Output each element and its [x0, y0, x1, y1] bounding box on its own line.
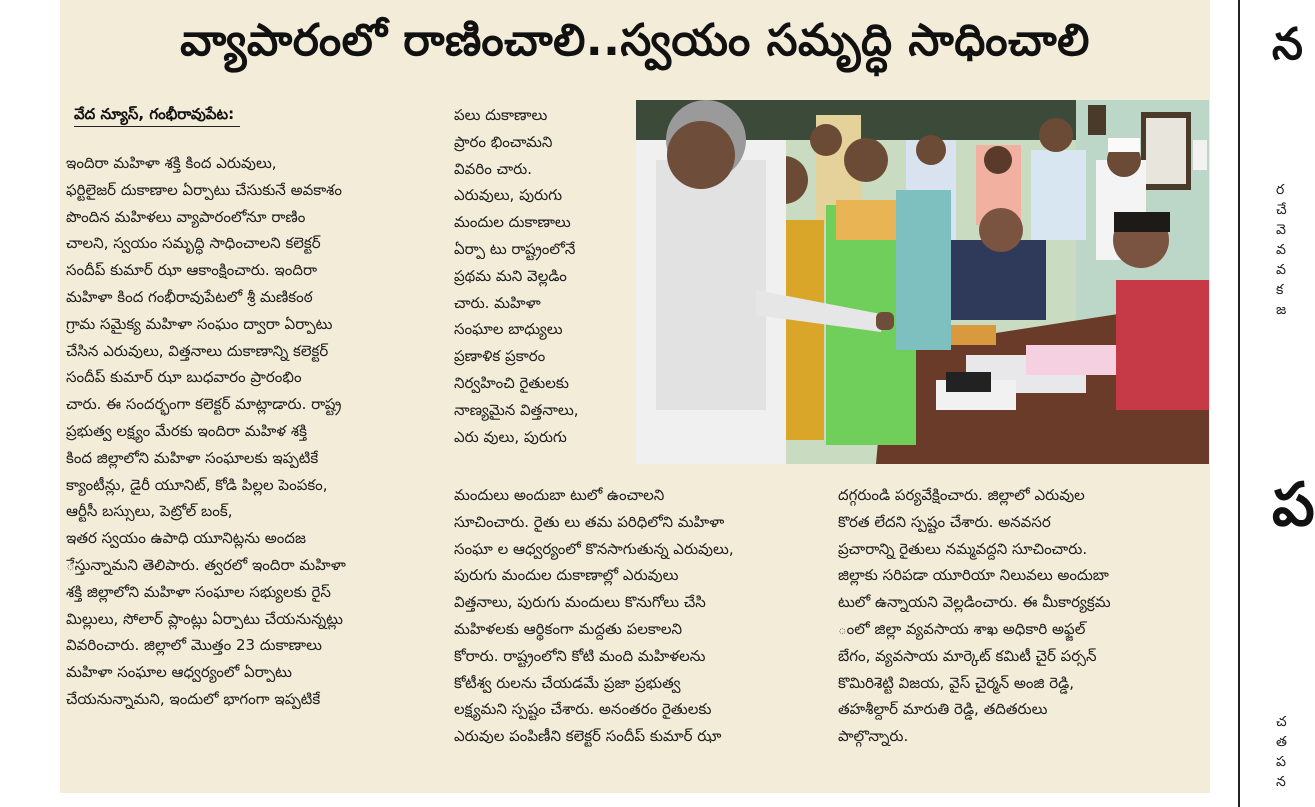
article-column-1: ఇందిరా మహిళా శక్తి కింద ఎరువులు, ఫర్టిలైజర్ దుకాణాల ఏర్పాటు చేసుకునే అవకాశం పొందిన మహిళలు వ్యాపారంలోనూ రాణిం చాలని, స్వయం సమృద్ధి సాధించాలని కలెక్టర్ సందీప్ కుమార్ ఝా ఆకాంక్షించారు. ఇందిరా మహిళా కింద గంభీరావుపేటలో శ్రీ మణికంఠ గ్రామ సమైక్య మహిళా సంఘం ద్వారా ఏర్పాటు చేసిన ఎరువులు, విత్తనాలు దుకాణాన్ని కలెక్టర్ సందీప్ కుమార్ ఝా బుధవారం ప్రారంభిం చారు. ఈ సందర్భంగా కలెక్టర్ మాట్లాడారు. రాష్ట్ర ప్రభుత్వ లక్ష్యం మేరకు ఇందిరా మహిళ శక్తి కింద జిల్లాలోని మహిళా సంఘాలకు ఇప్పటికే క్యాంటీన్లు, డైరీ యూనిట్, కోడి పిల్లల పెంపకం, ఆర్టీసీ బస్సులు, పెట్రోల్ బంక్, ఇతర స్వయం ఉపాధి యూనిట్లను అందజ ేస్తున్నామని తెలిపారు. త్వరలో ఇందిరా మహిళా శక్తి జిల్లాలోని మహిళా సంఘాల సభ్యులకు రైస్ మిల్లులు, సోలార్ ప్లాంట్లు ఏర్పాటు చేయనున్నట్లు వివరించారు. జిల్లాలో మొత్తం 23 దుకాణాలు మహిళా సంఘాల ఆధ్వర్యంలో ఏర్పాటు చేయనున్నామని, ఇందులో భాగంగా ఇప్పటికే	[66, 154, 346, 708]
article-panel	[60, 0, 1210, 793]
adjacent-article-strip	[1238, 0, 1315, 807]
article-headline: వ్యాపారంలో రాణించాలి..స్వయం సమృద్ధి సాధించాలి	[180, 15, 1090, 66]
adjacent-headline-fragment: న	[1272, 19, 1303, 70]
article-column-3: దగ్గరుండి పర్యవేక్షించారు. జిల్లాలో ఎరువుల కొరత లేదని స్పష్టం చేశారు. అనవసర ప్రచారాన్ని రైతులు నమ్మవద్దని సూచించారు. జిల్లాకు సరిపడా యూరియా నిలువలు అందుబా టులో ఉన్నాయని వెల్లడించారు. ఈ మీకార్యక్రమ ంలో జిల్లా వ్యవసాయ శాఖ అధికారి అఫ్జల్ బేగం, వ్యవసాయ మార్కెట్ కమిటీ చైర్ పర్సన్ కొమిరిశెట్టి విజయ, వైస్ చైర్మన్ అంజి రెడ్డి, తహశీల్దార్ మారుతి రెడ్డి, తదితరులు పాల్గొన్నారు.	[838, 486, 1111, 746]
adjacent-headline-fragment-2: ప	[1272, 470, 1315, 540]
adjacent-text-fragment-2: చ త ప న	[1276, 714, 1287, 790]
article-column-2-top: పలు దుకాణాలు ప్రారం భించామని వివరిం చారు. ఎరువులు, పురుగు మందుల దుకాణాలు ఏర్పా టు రాష్ట్రంలోనే ప్రథమ మని వెల్లడిం చారు. మహిళా సంఘాల బాధ్యులు ప్రణాళిక ప్రకారం నిర్వహించి రైతులకు నాణ్యమైన విత్తనాలు, ఎరు వులు, పురుగు	[454, 106, 579, 446]
article-column-2-bottom: మందులు అందుబా టులో ఉంచాలని సూచించారు. రైతు లు తమ పరిధిలోని మహిళా సంఘా ల ఆధ్వర్యంలో కొనసాగుతున్న ఎరువులు, పురుగు మందుల దుకాణాల్లో ఎరువులు విత్తనాలు, పురుగు మందులు కొనుగోలు చేసి మహిళలకు ఆర్థికంగా మద్దతు పలకాలని కోరారు. రాష్ట్రంలోని కోటి మంది మహిళలను కోటీశ్వ రులను చేయడమే ప్రజా ప్రభుత్వ లక్ష్యమని స్పష్టం చేశారు. అనంతరం రైతులకు ఎరువుల పంపిణీని కలెక్టర్ సందీప్ కుమార్ ఝా	[454, 486, 734, 746]
photo-illustration	[636, 100, 1209, 464]
adjacent-text-fragment-1: ర చే వె వ వ క జ	[1276, 182, 1287, 318]
article-photo	[636, 100, 1209, 464]
article-dateline: వేద న్యూస్, గంభీరావుపేట:	[74, 102, 240, 127]
